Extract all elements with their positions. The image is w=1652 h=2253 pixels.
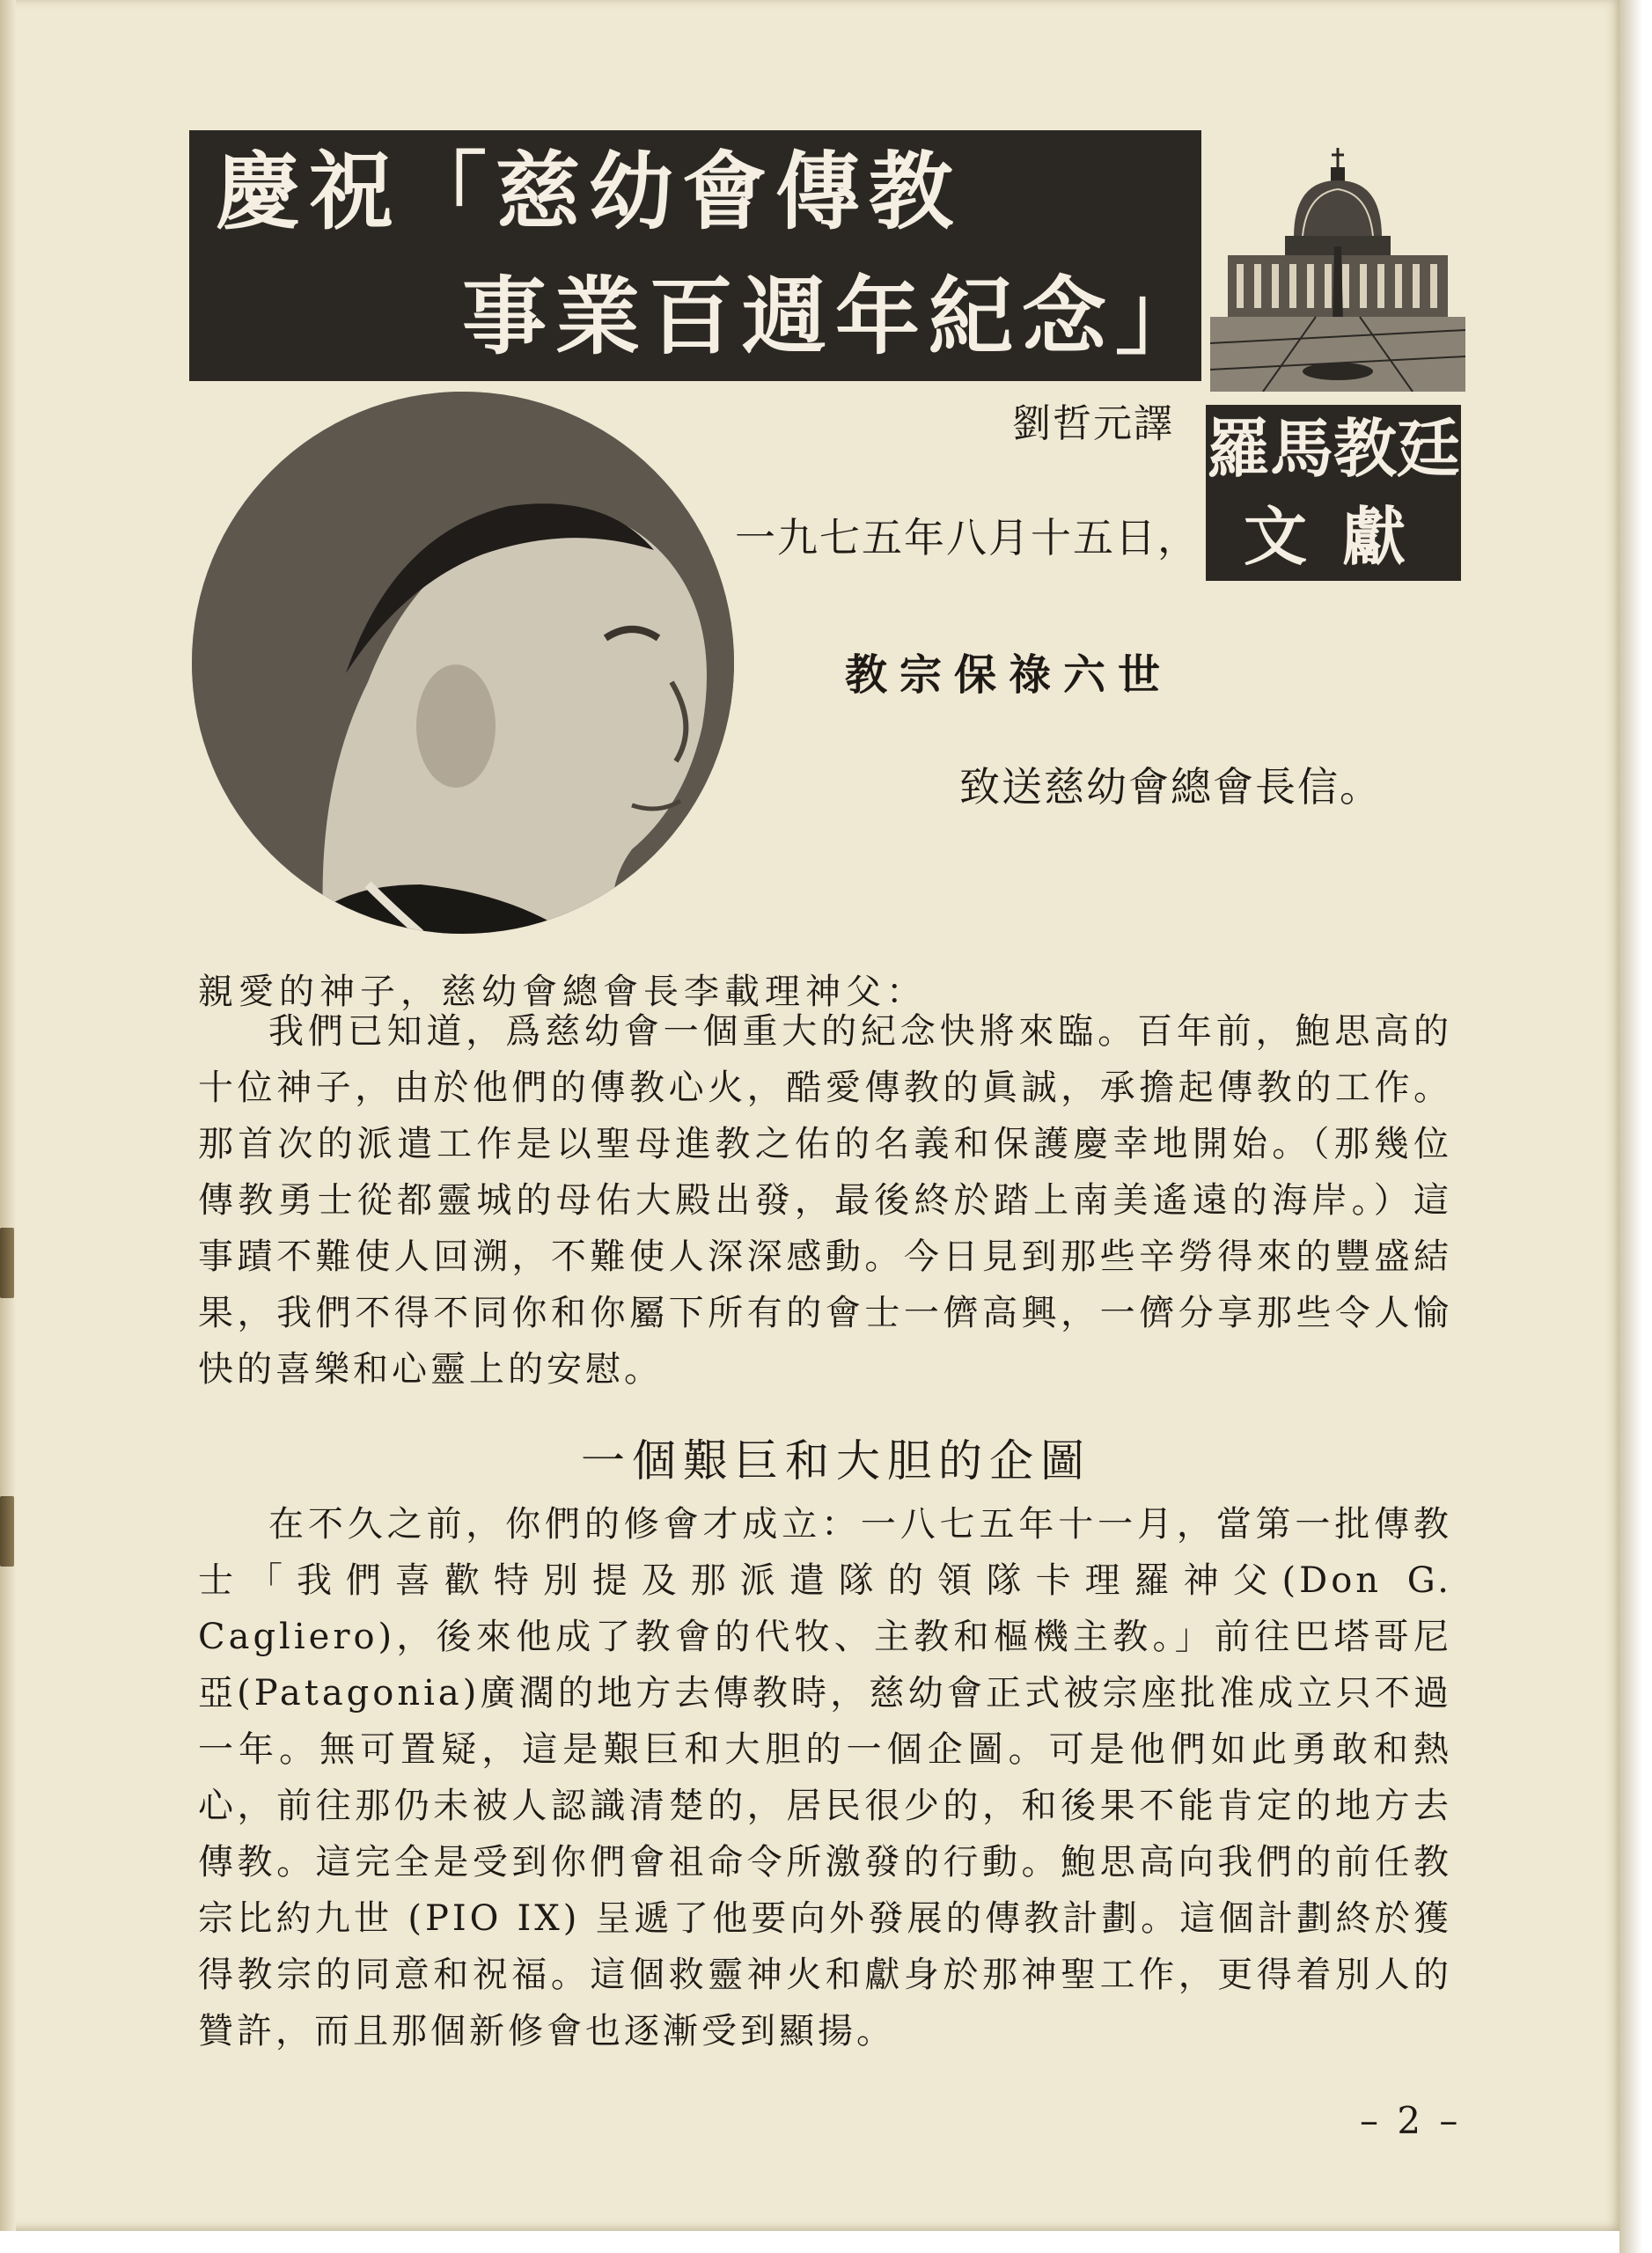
title-line-2: 事業百週年紀念」 (189, 253, 1201, 381)
pope-portrait (192, 392, 734, 934)
badge-documents: 文獻 (1206, 493, 1461, 581)
page-edge-shadow (1619, 0, 1652, 2253)
staple (0, 1496, 14, 1567)
letter-salutation: 親愛的神子，慈幼會總會長李載理神父： (198, 972, 927, 1012)
badge-roman-curia: 羅馬教廷 (1206, 405, 1461, 493)
translator-credit: 劉哲元譯 (1012, 401, 1174, 446)
letter-date: 一九七五年八月十五日， (735, 514, 1200, 561)
letter-author: 教宗保祿六世 (845, 650, 1173, 700)
title-line-1: 慶祝「慈幼會傳教 (189, 130, 1201, 253)
letter-recipient: 致送慈幼會總會長信。 (959, 763, 1382, 811)
staple (0, 1228, 14, 1298)
basilica-illustration (1210, 141, 1465, 392)
section-heading: 一個艱巨和大胆的企圖 (581, 1435, 1091, 1486)
page-number: – 2 – (1360, 2099, 1462, 2142)
page-binding-edge (0, 0, 16, 2231)
paragraph-2: 在不久之前，你們的修會才成立：一八七五年十一月，當第一批傳教士「我們喜歡特別提及那派遣隊的領隊卡理羅神父(Don G. Cagliero)，後來他成了教會的代牧、主教和樞機主教。」前往巴塔哥尼亞(Patagonia)廣濶的地方去傳教時，慈幼會正式被宗座批准成立只不過一年。無可置疑，這是艱巨和大胆的一個企圖。可是他們如此勇敢和熱心，前往那仍未被人認識清楚的，居民很少的，和後果不能肯定的地方去傳教。這完全是受到你們會祖命令所激發的行動。鮑思高向我們的前任教宗比約九世 (PIO IX) 呈遞了他要向外發展的傳教計劃。這個計劃終於獲得教宗的同意和祝福。這個救靈神火和獻身於那神聖工作，更得着別人的贊許，而且那個新修會也逐漸受到顯揚。 (198, 1504, 1452, 2051)
paragraph-1: 我們已知道，爲慈幼會一個重大的紀念快將來臨。百年前，鮑思高的十位神子，由於他們的傳教心火，酷愛傳教的眞誠，承擔起傳教的工作。那首次的派遣工作是以聖母進教之佑的名義和保護慶幸地開始。（那幾位傳教勇士從都靈城的母佑大殿出發，最後終於踏上南美遙遠的海岸。）這事蹟不難使人回溯，不難使人深深感動。今日見到那些辛勞得來的豐盛結果，我們不得不同你和你屬下所有的會士一儕高興，一儕分享那些令人愉快的喜樂和心靈上的安慰。 (198, 1011, 1452, 1390)
